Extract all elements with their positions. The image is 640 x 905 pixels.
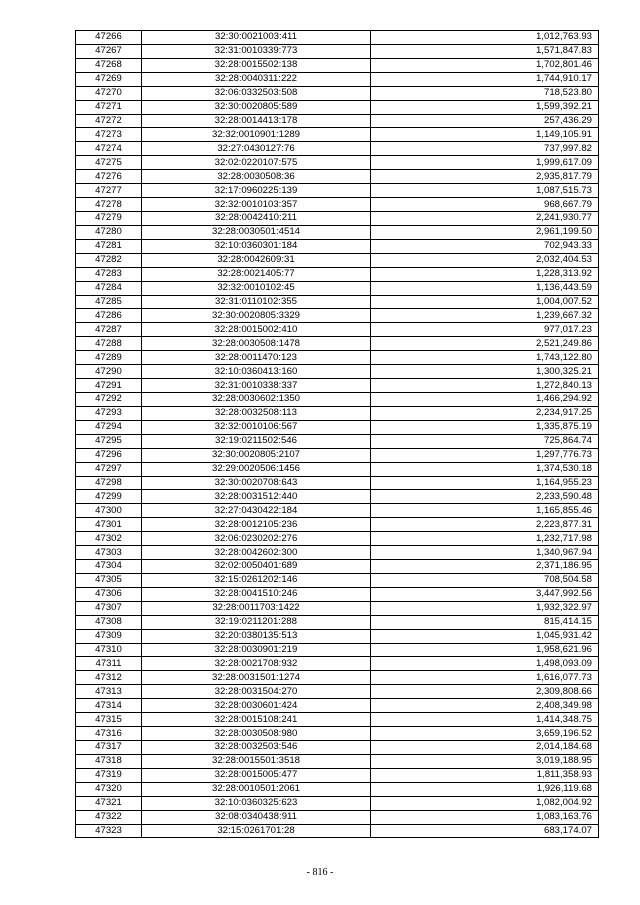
value-cell: 708,504.58 bbox=[371, 573, 599, 587]
cadastral-number-cell: 32:19:0211201:288 bbox=[142, 615, 371, 629]
value-cell: 1,744,910.17 bbox=[371, 72, 599, 86]
value-cell: 2,032,404.53 bbox=[371, 253, 599, 267]
row-number-cell: 47301 bbox=[76, 518, 142, 532]
row-number-cell: 47291 bbox=[76, 379, 142, 393]
value-cell: 702,943.33 bbox=[371, 239, 599, 253]
row-number-cell: 47282 bbox=[76, 253, 142, 267]
cadastral-number-cell: 32:28:0015002:410 bbox=[142, 323, 371, 337]
value-cell: 725,864.74 bbox=[371, 434, 599, 448]
cadastral-number-cell: 32:19:0211502:546 bbox=[142, 434, 371, 448]
value-cell: 1,340,967.94 bbox=[371, 546, 599, 560]
table-row bbox=[76, 448, 599, 462]
row-number-cell: 47287 bbox=[76, 323, 142, 337]
cadastral-number-cell: 32:28:0011470:123 bbox=[142, 351, 371, 365]
cadastral-number-cell: 32:28:0030501:4514 bbox=[142, 225, 371, 239]
cadastral-number-cell: 32:10:0360301:184 bbox=[142, 239, 371, 253]
cadastral-number-cell: 32:28:0012105:236 bbox=[142, 518, 371, 532]
table-row bbox=[76, 490, 599, 504]
row-number-cell: 47321 bbox=[76, 796, 142, 810]
row-number-cell: 47285 bbox=[76, 295, 142, 309]
cadastral-number-cell: 32:32:0010103:357 bbox=[142, 198, 371, 212]
value-cell: 2,371,186.95 bbox=[371, 560, 599, 574]
table-row bbox=[76, 504, 599, 518]
row-number-cell: 47317 bbox=[76, 741, 142, 755]
cadastral-number-cell: 32:28:0032508:113 bbox=[142, 406, 371, 420]
value-cell: 1,414,348.75 bbox=[371, 713, 599, 727]
value-cell: 1,335,875.19 bbox=[371, 420, 599, 434]
row-number-cell: 47293 bbox=[76, 406, 142, 420]
value-cell: 1,165,855.46 bbox=[371, 504, 599, 518]
table-row bbox=[76, 198, 599, 212]
value-cell: 257,436.29 bbox=[371, 114, 599, 128]
cadastral-number-cell: 32:02:0050401:689 bbox=[142, 560, 371, 574]
value-cell: 2,223,877.31 bbox=[371, 518, 599, 532]
cadastral-number-cell: 32:02:0220107:575 bbox=[142, 156, 371, 170]
value-cell: 1,466,294.92 bbox=[371, 392, 599, 406]
cadastral-number-cell: 32:28:0031501:1274 bbox=[142, 671, 371, 685]
row-number-cell: 47306 bbox=[76, 587, 142, 601]
table-row bbox=[76, 601, 599, 615]
cadastral-number-cell: 32:31:0010338:337 bbox=[142, 379, 371, 393]
cadastral-number-cell: 32:06:0332503:508 bbox=[142, 86, 371, 100]
value-cell: 1,239,667.32 bbox=[371, 309, 599, 323]
row-number-cell: 47309 bbox=[76, 629, 142, 643]
table-row bbox=[76, 44, 599, 58]
value-cell: 1,300,325.21 bbox=[371, 365, 599, 379]
value-cell: 1,228,313.92 bbox=[371, 267, 599, 281]
value-cell: 1,083,163.76 bbox=[371, 810, 599, 824]
table-row bbox=[76, 142, 599, 156]
table-row bbox=[76, 253, 599, 267]
row-number-cell: 47296 bbox=[76, 448, 142, 462]
cadastral-number-cell: 32:32:0010102:45 bbox=[142, 281, 371, 295]
table-row bbox=[76, 434, 599, 448]
table-row bbox=[76, 810, 599, 824]
row-number-cell: 47270 bbox=[76, 86, 142, 100]
table-row bbox=[76, 768, 599, 782]
cadastral-number-cell: 32:28:0015501:3518 bbox=[142, 754, 371, 768]
table-row bbox=[76, 643, 599, 657]
row-number-cell: 47283 bbox=[76, 267, 142, 281]
cadastral-number-cell: 32:31:0010339:773 bbox=[142, 44, 371, 58]
table-row bbox=[76, 114, 599, 128]
row-number-cell: 47320 bbox=[76, 782, 142, 796]
row-number-cell: 47316 bbox=[76, 727, 142, 741]
value-cell: 1,374,530.18 bbox=[371, 462, 599, 476]
value-cell: 1,926,119.68 bbox=[371, 782, 599, 796]
row-number-cell: 47313 bbox=[76, 685, 142, 699]
value-cell: 1,149,105.91 bbox=[371, 128, 599, 142]
table-row bbox=[76, 476, 599, 490]
value-cell: 2,408,349.98 bbox=[371, 699, 599, 713]
cadastral-number-cell: 32:06:0230202:276 bbox=[142, 532, 371, 546]
table-row bbox=[76, 211, 599, 225]
cadastral-number-cell: 32:28:0030602:1350 bbox=[142, 392, 371, 406]
table-row bbox=[76, 657, 599, 671]
value-cell: 2,233,590.48 bbox=[371, 490, 599, 504]
table-row bbox=[76, 782, 599, 796]
row-number-cell: 47310 bbox=[76, 643, 142, 657]
table-row bbox=[76, 560, 599, 574]
value-cell: 1,743,122.80 bbox=[371, 351, 599, 365]
table-row bbox=[76, 671, 599, 685]
table-row bbox=[76, 337, 599, 351]
row-number-cell: 47281 bbox=[76, 239, 142, 253]
table-row bbox=[76, 323, 599, 337]
page-number: - 816 - bbox=[306, 867, 334, 878]
row-number-cell: 47273 bbox=[76, 128, 142, 142]
row-number-cell: 47276 bbox=[76, 170, 142, 184]
cadastral-number-cell: 32:10:0360413:160 bbox=[142, 365, 371, 379]
cadastral-number-cell: 32:17:0960225:139 bbox=[142, 184, 371, 198]
cadastral-number-cell: 32:28:0031504:270 bbox=[142, 685, 371, 699]
row-number-cell: 47278 bbox=[76, 198, 142, 212]
table-row bbox=[76, 727, 599, 741]
cadastral-number-cell: 32:31:0110102:355 bbox=[142, 295, 371, 309]
row-number-cell: 47268 bbox=[76, 58, 142, 72]
cadastral-number-cell: 32:15:0261701:28 bbox=[142, 824, 371, 838]
table-row bbox=[76, 281, 599, 295]
cadastral-number-cell: 32:28:0021405:77 bbox=[142, 267, 371, 281]
table-row bbox=[76, 267, 599, 281]
value-cell: 1,571,847.83 bbox=[371, 44, 599, 58]
cadastral-number-cell: 32:28:0030901:219 bbox=[142, 643, 371, 657]
table-row bbox=[76, 100, 599, 114]
table-row bbox=[76, 156, 599, 170]
value-cell: 1,599,392.21 bbox=[371, 100, 599, 114]
table-row bbox=[76, 615, 599, 629]
value-cell: 3,447,992.56 bbox=[371, 587, 599, 601]
value-cell: 1,136,443.59 bbox=[371, 281, 599, 295]
value-cell: 737,997.82 bbox=[371, 142, 599, 156]
value-cell: 1,811,358.93 bbox=[371, 768, 599, 782]
cadastral-number-cell: 32:28:0015005:477 bbox=[142, 768, 371, 782]
value-cell: 2,961,199.50 bbox=[371, 225, 599, 239]
value-cell: 1,164,955.23 bbox=[371, 476, 599, 490]
row-number-cell: 47303 bbox=[76, 546, 142, 560]
value-cell: 1,272,840.13 bbox=[371, 379, 599, 393]
cadastral-number-cell: 32:32:0010901:1289 bbox=[142, 128, 371, 142]
cadastral-number-cell: 32:15:0261202:146 bbox=[142, 573, 371, 587]
value-cell: 968,667.79 bbox=[371, 198, 599, 212]
row-number-cell: 47271 bbox=[76, 100, 142, 114]
cadastral-number-cell: 32:28:0041510:246 bbox=[142, 587, 371, 601]
value-cell: 1,232,717.98 bbox=[371, 532, 599, 546]
value-cell: 1,702,801.46 bbox=[371, 58, 599, 72]
cadastral-number-cell: 32:29:0020506:1456 bbox=[142, 462, 371, 476]
row-number-cell: 47302 bbox=[76, 532, 142, 546]
cadastral-number-cell: 32:28:0031512:440 bbox=[142, 490, 371, 504]
row-number-cell: 47292 bbox=[76, 392, 142, 406]
row-number-cell: 47314 bbox=[76, 699, 142, 713]
value-cell: 2,309,808.66 bbox=[371, 685, 599, 699]
value-cell: 1,999,617.09 bbox=[371, 156, 599, 170]
table-row bbox=[76, 309, 599, 323]
cadastral-number-cell: 32:08:0340438:911 bbox=[142, 810, 371, 824]
table-row bbox=[76, 699, 599, 713]
cadastral-value-table bbox=[75, 30, 599, 838]
cadastral-number-cell: 32:28:0021708:932 bbox=[142, 657, 371, 671]
value-cell: 1,012,763.93 bbox=[371, 31, 599, 45]
row-number-cell: 47272 bbox=[76, 114, 142, 128]
value-cell: 683,174.07 bbox=[371, 824, 599, 838]
value-cell: 1,958,621.96 bbox=[371, 643, 599, 657]
cadastral-number-cell: 32:30:0020805:3329 bbox=[142, 309, 371, 323]
row-number-cell: 47267 bbox=[76, 44, 142, 58]
table-row bbox=[76, 462, 599, 476]
value-cell: 3,659,196.52 bbox=[371, 727, 599, 741]
cadastral-number-cell: 32:30:0020708:643 bbox=[142, 476, 371, 490]
table-row bbox=[76, 796, 599, 810]
cadastral-number-cell: 32:30:0020805:2107 bbox=[142, 448, 371, 462]
cadastral-number-cell: 32:28:0032503:546 bbox=[142, 741, 371, 755]
table-row bbox=[76, 824, 599, 838]
row-number-cell: 47323 bbox=[76, 824, 142, 838]
table-row bbox=[76, 629, 599, 643]
table-row bbox=[76, 128, 599, 142]
row-number-cell: 47312 bbox=[76, 671, 142, 685]
value-cell: 1,616,077.73 bbox=[371, 671, 599, 685]
cadastral-number-cell: 32:28:0040311:222 bbox=[142, 72, 371, 86]
row-number-cell: 47290 bbox=[76, 365, 142, 379]
table-row bbox=[76, 546, 599, 560]
row-number-cell: 47277 bbox=[76, 184, 142, 198]
cadastral-number-cell: 32:20:0380135:513 bbox=[142, 629, 371, 643]
row-number-cell: 47319 bbox=[76, 768, 142, 782]
row-number-cell: 47286 bbox=[76, 309, 142, 323]
row-number-cell: 47295 bbox=[76, 434, 142, 448]
table-row bbox=[76, 741, 599, 755]
table-row bbox=[76, 532, 599, 546]
row-number-cell: 47288 bbox=[76, 337, 142, 351]
cadastral-number-cell: 32:28:0015108:241 bbox=[142, 713, 371, 727]
cadastral-number-cell: 32:10:0360325:623 bbox=[142, 796, 371, 810]
row-number-cell: 47294 bbox=[76, 420, 142, 434]
cadastral-number-cell: 32:30:0021003:411 bbox=[142, 31, 371, 45]
value-cell: 718,523.80 bbox=[371, 86, 599, 100]
cadastral-number-cell: 32:28:0042602:300 bbox=[142, 546, 371, 560]
cadastral-number-cell: 32:27:0430127:76 bbox=[142, 142, 371, 156]
cadastral-number-cell: 32:32:0010106:567 bbox=[142, 420, 371, 434]
cadastral-number-cell: 32:30:0020805:589 bbox=[142, 100, 371, 114]
cadastral-number-cell: 32:28:0042410:211 bbox=[142, 211, 371, 225]
value-cell: 3,019,188.95 bbox=[371, 754, 599, 768]
row-number-cell: 47304 bbox=[76, 560, 142, 574]
table-row bbox=[76, 406, 599, 420]
row-number-cell: 47275 bbox=[76, 156, 142, 170]
table-row bbox=[76, 573, 599, 587]
value-cell: 1,087,515.73 bbox=[371, 184, 599, 198]
table-row bbox=[76, 518, 599, 532]
cadastral-number-cell: 32:28:0042609:31 bbox=[142, 253, 371, 267]
cadastral-number-cell: 32:28:0010501:2061 bbox=[142, 782, 371, 796]
cadastral-number-cell: 32:28:0015502:138 bbox=[142, 58, 371, 72]
table-row bbox=[76, 31, 599, 45]
row-number-cell: 47284 bbox=[76, 281, 142, 295]
table-row bbox=[76, 365, 599, 379]
value-cell: 977,017.23 bbox=[371, 323, 599, 337]
cadastral-number-cell: 32:28:0011703:1422 bbox=[142, 601, 371, 615]
cadastral-number-cell: 32:28:0030508:1478 bbox=[142, 337, 371, 351]
row-number-cell: 47299 bbox=[76, 490, 142, 504]
value-cell: 815,414.15 bbox=[371, 615, 599, 629]
value-cell: 1,297,776.73 bbox=[371, 448, 599, 462]
row-number-cell: 47318 bbox=[76, 754, 142, 768]
value-cell: 2,234,917.25 bbox=[371, 406, 599, 420]
row-number-cell: 47307 bbox=[76, 601, 142, 615]
value-cell: 1,498,093.09 bbox=[371, 657, 599, 671]
row-number-cell: 47280 bbox=[76, 225, 142, 239]
row-number-cell: 47315 bbox=[76, 713, 142, 727]
table-row bbox=[76, 713, 599, 727]
value-cell: 2,521,249.86 bbox=[371, 337, 599, 351]
table-row bbox=[76, 420, 599, 434]
value-cell: 1,045,931.42 bbox=[371, 629, 599, 643]
table-row bbox=[76, 239, 599, 253]
cadastral-number-cell: 32:27:0430422:184 bbox=[142, 504, 371, 518]
value-cell: 2,935,817.79 bbox=[371, 170, 599, 184]
row-number-cell: 47322 bbox=[76, 810, 142, 824]
row-number-cell: 47300 bbox=[76, 504, 142, 518]
cadastral-number-cell: 32:28:0030508:36 bbox=[142, 170, 371, 184]
table-row bbox=[76, 754, 599, 768]
row-number-cell: 47289 bbox=[76, 351, 142, 365]
row-number-cell: 47274 bbox=[76, 142, 142, 156]
row-number-cell: 47269 bbox=[76, 72, 142, 86]
cadastral-number-cell: 32:28:0014413:178 bbox=[142, 114, 371, 128]
table-row bbox=[76, 685, 599, 699]
table-row bbox=[76, 392, 599, 406]
table-row bbox=[76, 184, 599, 198]
row-number-cell: 47297 bbox=[76, 462, 142, 476]
value-cell: 1,932,322.97 bbox=[371, 601, 599, 615]
row-number-cell: 47305 bbox=[76, 573, 142, 587]
cadastral-number-cell: 32:28:0030508:980 bbox=[142, 727, 371, 741]
cadastral-number-cell: 32:28:0030601:424 bbox=[142, 699, 371, 713]
value-cell: 1,004,007.52 bbox=[371, 295, 599, 309]
table-row bbox=[76, 72, 599, 86]
table-row bbox=[76, 295, 599, 309]
table-row bbox=[76, 351, 599, 365]
table-row bbox=[76, 225, 599, 239]
row-number-cell: 47266 bbox=[76, 31, 142, 45]
table-row bbox=[76, 58, 599, 72]
value-cell: 2,014,184.68 bbox=[371, 741, 599, 755]
table-row bbox=[76, 170, 599, 184]
row-number-cell: 47311 bbox=[76, 657, 142, 671]
table-body bbox=[76, 31, 599, 838]
row-number-cell: 47279 bbox=[76, 211, 142, 225]
table-row bbox=[76, 587, 599, 601]
row-number-cell: 47308 bbox=[76, 615, 142, 629]
table-row bbox=[76, 86, 599, 100]
row-number-cell: 47298 bbox=[76, 476, 142, 490]
value-cell: 2,241,930.77 bbox=[371, 211, 599, 225]
table-row bbox=[76, 379, 599, 393]
value-cell: 1,082,004.92 bbox=[371, 796, 599, 810]
